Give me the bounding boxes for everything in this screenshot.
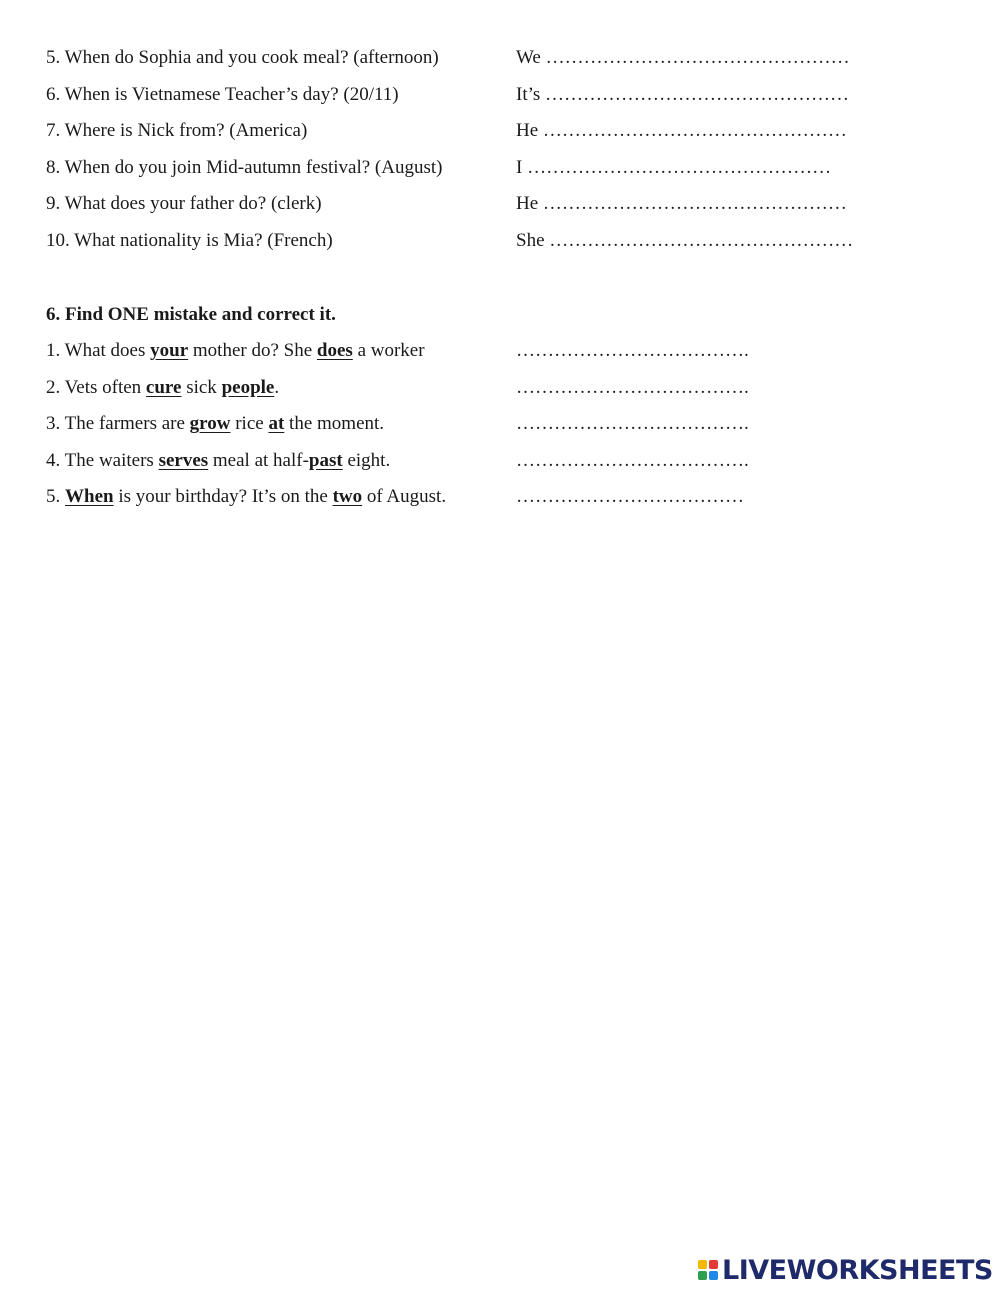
underlined-word: does	[316, 340, 353, 361]
sentence-fragment: of August.	[362, 486, 447, 507]
sentence-fragment: 4. The waiters	[46, 450, 159, 471]
sentence-text	[46, 410, 384, 438]
sentence-text	[46, 337, 425, 365]
answer-blank[interactable]: It’s …………………………………………	[516, 84, 850, 105]
answer-blank[interactable]: We …………………………………………	[516, 47, 850, 68]
sentence-text	[46, 374, 279, 402]
correction-blank[interactable]: ……………………………….	[516, 377, 749, 398]
underlined-word: at	[268, 413, 285, 434]
question-text: 5. When do Sophia and you cook meal? (afternoon)	[46, 47, 439, 68]
sentence-fragment: .	[274, 377, 280, 398]
logo-square	[709, 1271, 718, 1280]
sentence-text	[46, 483, 446, 511]
underlined-word: serves	[158, 450, 209, 471]
answer-blank[interactable]: She …………………………………………	[516, 230, 854, 251]
answer-blank[interactable]: I …………………………………………	[516, 157, 832, 178]
underlined-word: grow	[189, 413, 231, 434]
correction-blank[interactable]: ……………………………….	[516, 413, 749, 434]
sentence-fragment: the moment.	[284, 413, 385, 434]
section-heading: 6. Find ONE mistake and correct it.	[46, 304, 336, 325]
logo-square	[698, 1271, 707, 1280]
liveworksheets-logo	[698, 1254, 993, 1286]
sentence-fragment: a worker	[352, 340, 425, 361]
correction-blank[interactable]: ……………………………….	[516, 450, 749, 471]
underlined-word: past	[308, 450, 343, 471]
underlined-word: your	[150, 340, 189, 361]
sentence-fragment: sick	[181, 377, 222, 398]
question-text: 6. When is Vietnamese Teacher’s day? (20/11)	[46, 84, 399, 105]
sentence-fragment: rice	[230, 413, 269, 434]
question-text: 9. What does your father do? (clerk)	[46, 193, 322, 214]
answer-blank[interactable]: He …………………………………………	[516, 193, 847, 214]
sentence-fragment: meal at half-	[208, 450, 309, 471]
correction-blank[interactable]: ………………………………	[516, 486, 744, 507]
logo-squares-icon	[698, 1260, 718, 1280]
question-text: 7. Where is Nick from? (America)	[46, 120, 308, 141]
question-text: 10. What nationality is Mia? (French)	[46, 230, 333, 251]
sentence-fragment: 1. What does	[46, 340, 151, 361]
sentence-fragment: 3. The farmers are	[46, 413, 190, 434]
logo-square	[698, 1260, 707, 1269]
logo-text: LIVEWORKSHEETS	[722, 1254, 993, 1286]
underlined-word: people	[221, 377, 275, 398]
sentence-fragment: 2. Vets often	[46, 377, 146, 398]
sentence-text	[46, 447, 390, 475]
answer-blank[interactable]: He …………………………………………	[516, 120, 847, 141]
logo-square	[709, 1260, 718, 1269]
sentence-fragment: 5.	[46, 486, 65, 507]
underlined-word: When	[65, 486, 114, 507]
sentence-fragment: mother do? She	[188, 340, 317, 361]
question-text: 8. When do you join Mid-autumn festival? (August)	[46, 157, 443, 178]
underlined-word: two	[332, 486, 363, 507]
sentence-fragment: is your birthday? It’s on the	[113, 486, 333, 507]
correction-blank[interactable]: ……………………………….	[516, 340, 749, 361]
underlined-word: cure	[145, 377, 182, 398]
sentence-fragment: eight.	[342, 450, 391, 471]
